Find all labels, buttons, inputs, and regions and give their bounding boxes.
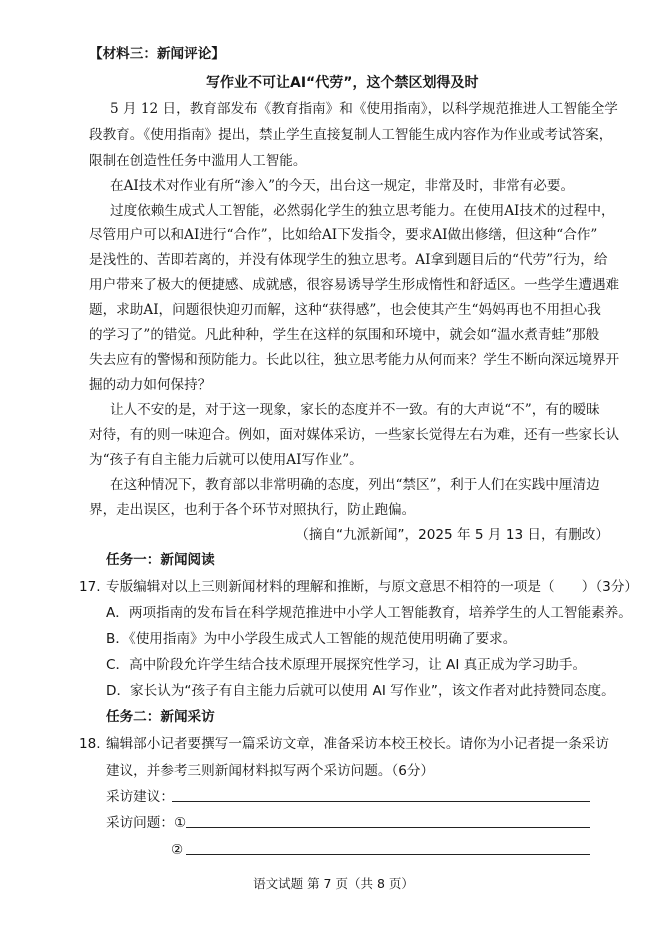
article-line: 用户带来了极大的便捷感、成就感，很容易诱导学生形成惰性和舒适区。一些学生遭遇难 [89, 277, 620, 293]
article-title: 写作业不可让AI“代劳”，这个禁区划得及时 [206, 75, 479, 91]
article-line: 为“孩子有自主能力后就可以使用AI写作业”。 [89, 452, 363, 468]
article-line: 段教育。《使用指南》提出，禁止学生直接复制人工智能生成内容作为作业或考试答案， [89, 127, 613, 143]
material-label: 【材料三：新闻评论】 [89, 46, 225, 62]
article-line: 掘的动力如何保持？ [89, 377, 212, 393]
article-line: 失去应有的警惕和预防能力。长此以往，独立思考能力从何而来？学生不断向深远境界开 [89, 352, 620, 368]
article-line: 5 月 12 日，教育部发布《教育指南》和《使用指南》，以科学规范推进人工智能全学 [110, 101, 618, 117]
article-line: 过度依赖生成式人工智能，必然弱化学生的独立思考能力。在使用AI技术的过程中， [110, 203, 615, 219]
article-line: 限制在创造性任务中滥用人工智能。 [89, 153, 307, 169]
question-label: 采访问题：① [106, 815, 187, 831]
article-line: 界，走出误区，也利于各个环节对照执行，防止跑偏。 [89, 502, 416, 518]
article-line: 在这种情况下，教育部以非常明确的态度，列出“禁区”，利于人们在实践中厘清边 [110, 477, 600, 493]
question2-answer-line[interactable] [186, 854, 590, 855]
article-line: 是浅性的、苦即若离的，并没有体现学生的独立思考。AI拿到题目后的“代劳”行为，给 [89, 252, 608, 268]
task1-heading: 任务一：新闻阅读 [106, 552, 215, 568]
q17-number: 17. [79, 579, 101, 595]
article-line: 题，求助AI，问题很快迎刃而解，这种“获得感”，也会使其产生“妈妈再也不用担心我 [89, 302, 601, 318]
article-line: 的学习了”的错觉。凡此种种，学生在这样的氛围和环境中，就会如“温水煮青蛙”那般 [89, 327, 600, 343]
question2-marker: ② [171, 842, 184, 858]
q18-text-line1: 编辑部小记者要撰写一篇采访文章，准备采访本校王校长。请你为小记者提一条采访 [106, 736, 609, 752]
q18-text-line2: 建议，并参考三则新闻材料拟写两个采访问题。（6分） [106, 763, 435, 779]
q18-number: 18. [79, 736, 101, 752]
suggestion-label: 采访建议： [106, 789, 174, 805]
q17-text: 专版编辑对以上三则新闻材料的理解和推断，与原文意思不相符的一项是（ ）（3分） [106, 579, 639, 595]
article-line: 在AI技术对作业有所“渗入”的今天，出台这一规定，非常及时，非常有必要。 [110, 178, 575, 194]
suggestion-answer-line[interactable] [172, 801, 590, 802]
q17-option-a: A．两项指南的发布旨在科学规范推进中小学人工智能教育，培养学生的人工智能素养。 [106, 605, 632, 621]
article-source: （摘自“九派新闻”，2025 年 5 月 13 日，有删改） [295, 527, 609, 543]
q17-option-c: C．高中阶段允许学生结合技术原理开展探究性学习，让 AI 真正成为学习助手。 [106, 657, 587, 673]
question1-answer-line[interactable] [186, 827, 590, 828]
q17-option-d: D．家长认为“孩子有自主能力后就可以使用 AI 写作业”，该文作者对此持赞同态度。 [106, 683, 615, 699]
article-line: 让人不安的是，对于这一现象，家长的态度并不一致。有的大声说“不”，有的暧昧 [110, 402, 600, 418]
article-line: 尽管用户可以和AI进行“合作”，比如给AI下发指令，要求AI做出修缮，但这种“合作” [89, 227, 598, 243]
page-footer: 语文试题 第 7 页（共 8 页） [253, 876, 414, 891]
article-line: 对待，有的则一味迎合。例如，面对媒体采访，一些家长觉得左右为难，还有一些家长认 [89, 427, 620, 443]
task2-heading: 任务二：新闻采访 [106, 709, 215, 725]
q17-option-b: B．《使用指南》为中小学段生成式人工智能的规范使用明确了要求。 [106, 631, 517, 647]
